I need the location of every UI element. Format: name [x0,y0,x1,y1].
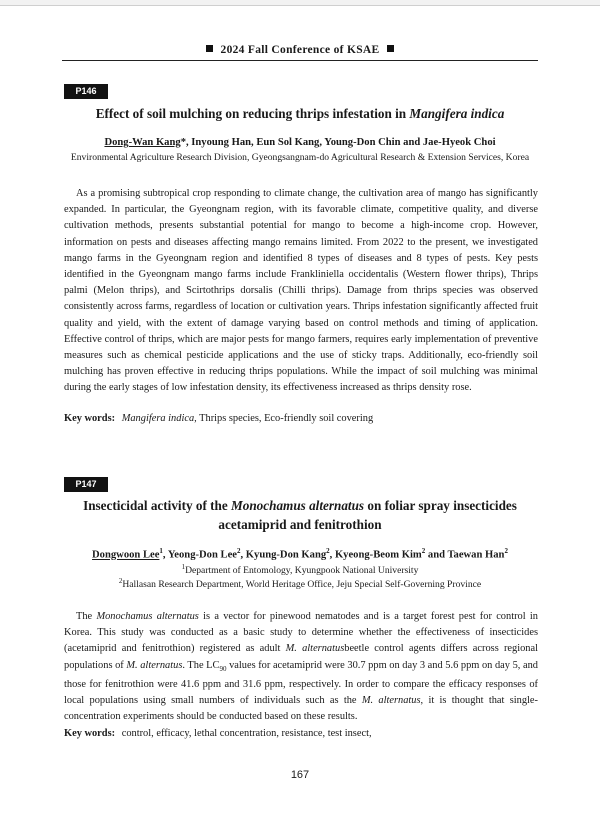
author-affiliation-mark: 2 [421,547,426,555]
body-text: , it is thought that single-concentration experiments should be conducted based on these results. [64,695,539,723]
abstract-id-badge: P146 [64,84,108,99]
keyword-species: Mangifera indica, [121,413,197,424]
corresponding-mark: * [180,137,186,148]
keywords-label: Key words: [64,728,116,739]
body-text: The [76,611,97,622]
coauthors: , Inyoung Han, Eun Sol Kang, Young-Don Chin and Jae-Hyeok Choi [185,137,496,148]
affiliation-mark: 1 [181,563,186,571]
author-name: Yeong-Don Lee [167,549,237,561]
title-text: Insecticidal activity of the [83,498,232,513]
affiliation-mark: 2 [118,577,123,585]
body-text: beetle control agents differs across regional populations of [64,643,538,671]
body-text: . The LC [182,659,220,671]
page-number: 167 [290,769,310,781]
page-top-edge [0,0,600,6]
lc-subscript: 90 [219,664,227,673]
abstract-id-badge: P147 [64,477,108,492]
author-affiliation-mark: 2 [236,547,241,555]
title-text-line2: acetamiprid and fenitrothion [218,517,382,532]
body-text: is a vector for pinewood nematodes and is a target forest pest for control in Korea. This study was conducted as a basic study to determine whether the effectiveness of insecticides (acetamiprid and fenitrothion) registered as adult [64,611,538,655]
author-name: Taewan Han [447,549,505,561]
species-name: M. alternatus [361,695,421,707]
title-species: Monochamus alternatus [231,498,365,513]
keywords [64,726,538,741]
author-separator: , [240,549,246,561]
presenting-author: Dongwoon Lee [92,549,160,561]
running-header [62,44,538,56]
title-text: on foliar spray insecticides [364,498,517,513]
square-bullet-icon [206,45,213,52]
species-name: M. alternatus [285,643,345,655]
author-list [62,136,538,150]
author-affiliation-mark: 2 [326,547,330,555]
author-name: Kyung-Don Kang [245,549,327,561]
body-text: values for acetamiprid were 30.7 ppm on day 3 and 5.6 ppm on day 5, and those for fenitrothion were 41.6 ppm and 31.6 ppm, respectively. In order to compare the efficacy responses of local populations using small numbers of individuals such as the [64,659,538,707]
affiliation-text: Hallasan Research Department, World Heritage Office, Jeju Special Self-Governing Province [122,579,482,591]
author-affiliation-mark: 1 [159,547,163,555]
abstract-title [62,104,538,123]
keywords-list: Thrips species, Eco-friendly soil covering [196,413,374,424]
author-list [62,544,538,563]
running-header-title: 2024 Fall Conference of KSAE [220,44,380,56]
title-text: Effect of soil mulching on reducing thrips infestation in [95,106,410,121]
author-separator: , [329,549,335,561]
affiliation-text: Department of Entomology, Kyungpook National University [185,565,419,577]
author-name: Kyeong-Beom Kim [334,549,422,561]
presenting-author: Dong-Wan Kang [104,137,181,148]
square-bullet-icon [387,45,394,52]
keywords-label: Key words: [64,413,116,424]
species-name: M. alternatus [126,659,183,671]
species-name: Monochamus alternatus [96,611,199,622]
keywords [64,411,538,426]
author-separator: and [425,549,448,561]
abstract-title [62,496,538,534]
affiliation [50,575,550,591]
abstract-body: As a promising subtropical crop responding to climate change, the cultivation area of mango has significantly expanded. In particular, the Gyeongnam region, with its favorable climate, competitive quality, and diverse cultivation methods, presents substantial potential for mango to become a high-income crop. However, information on pests and diseases affecting mango remains limited. From 2022 to the present, we investigated mango farms in the Gyeongnam region and identified 8 types of diseases and 8 types of pests. Key pests identified in the Gyeongnam mango farms include Frankliniella occidentalis (Western flower thrips), Thrips palmi (Melon thrips), and Scirtothrips dorsalis (Chilli thrips). Damage from thrips species was observed consistently across farms, regardless of location or cultivation years. Thrips infestation significantly affected fruit quality and yield, with the extent of damage varying based on control methods and timing of application. Effective control of thrips, which are major pests for mango farmers, requires early implementation of preventive measures such as chemical pesticide applications and the use of sticky traps. Additionally, eco-friendly soil mulching has proven effective in reducing thrips populations. While the impact of soil mulching was minimal during the early stages of low infestation density, its effectiveness increased as thrips density rose. [64,188,538,394]
keywords-list: control, efficacy, lethal concentration, resistance, test insect, [121,728,372,739]
title-species: Mangifera indica [409,106,505,121]
author-affiliation-mark: 2 [504,547,508,555]
abstract-body [64,609,538,726]
affiliation: Environmental Agriculture Research Division, Gyeongsangnam-do Agricultural Research & Extension Services, Korea [70,152,530,163]
author-separator: , [162,549,168,561]
header-rule [62,60,538,61]
